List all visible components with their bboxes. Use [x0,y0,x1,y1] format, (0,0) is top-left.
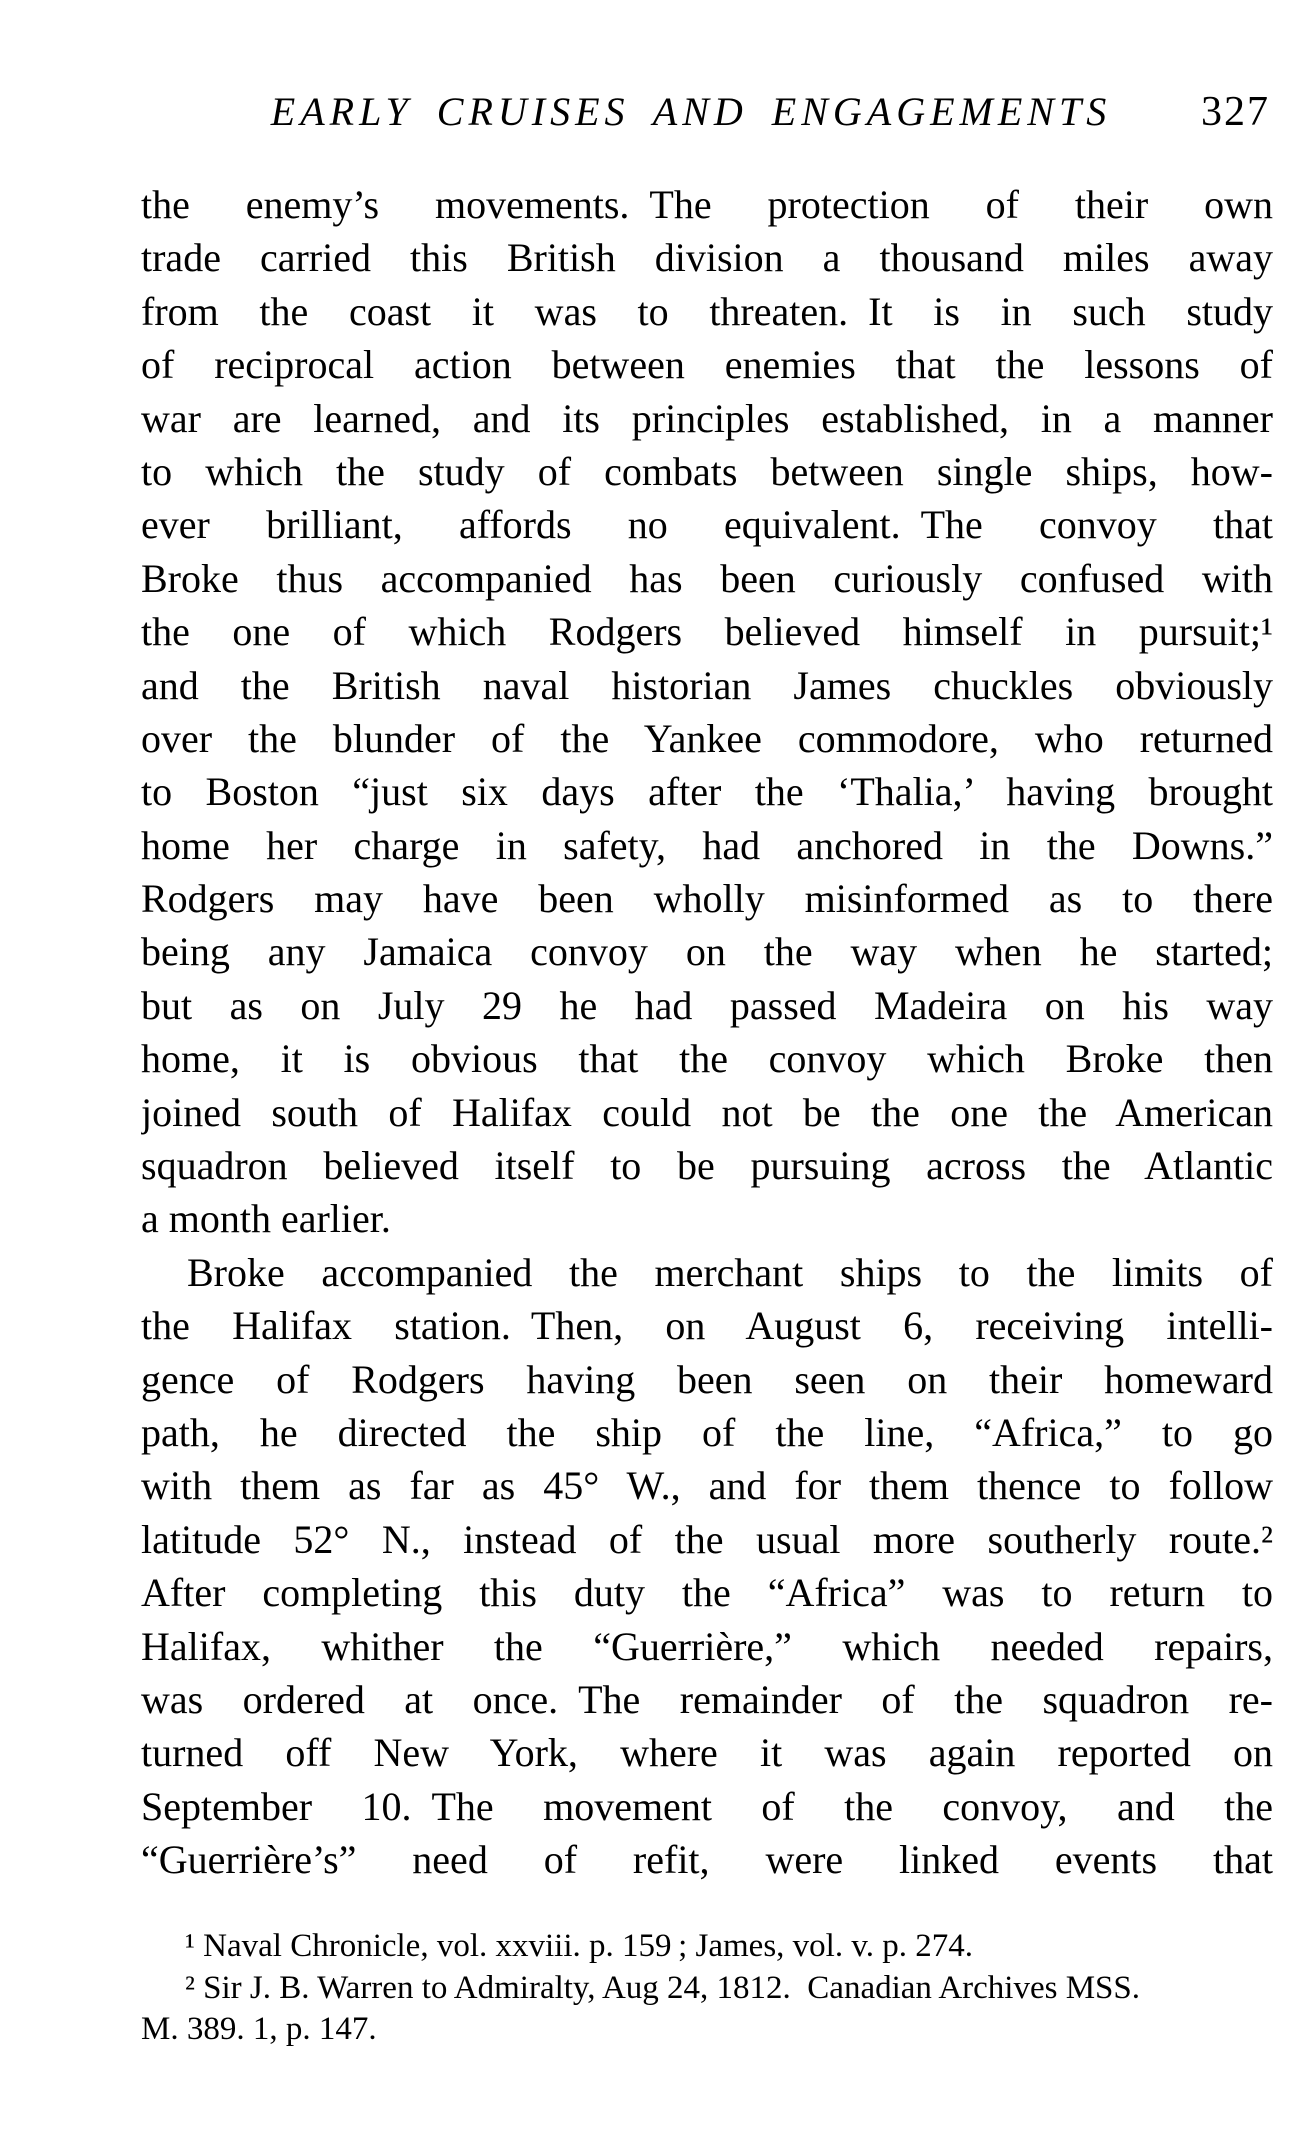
body-line-paragraph-start: Broke accompanied the merchant ships to the limits of [187,1249,1273,1295]
body-line: home, it is obvious that the convoy which Broke then [141,1036,1273,1082]
body-line: Rodgers may have been wholly misinformed as to there [141,876,1273,922]
footnote-line: M. 389. 1, p. 147. [141,2011,377,2047]
body-line-paragraph-end: a month earlier. [141,1196,391,1242]
page-number: 327 [1201,89,1270,135]
body-line: war are learned, and its principles established, in a manner [141,395,1273,441]
body-line: gence of Rodgers having been seen on their homeward [141,1356,1273,1402]
footnote-line: ² Sir J. B. Warren to Admiralty, Aug 24, 1812. Canadian Archives MSS. [185,1969,1141,2006]
body-line: and the British naval historian James chuckles obviously [141,662,1273,708]
body-line: September 10. The movement of the convoy, and the [141,1783,1273,1829]
body-line: Halifax, whither the “Guerrière,” which needed repairs, [141,1623,1273,1669]
body-line: trade carried this British division a thousand miles away [141,235,1273,281]
body-line: the Halifax station. Then, on August 6, receiving intelli- [141,1303,1273,1349]
body-line: but as on July 29 he had passed Madeira on his way [141,982,1273,1028]
body-line: to which the study of combats between single ships, how- [141,448,1273,494]
body-line: “Guerrière’s” need of refit, were linked events that [141,1837,1273,1883]
body-line: After completing this duty the “Africa” was to return to [141,1570,1273,1616]
body-line: ever brilliant, affords no equivalent. The convoy that [141,502,1273,548]
body-line: latitude 52° N., instead of the usual more southerly route.² [141,1516,1273,1562]
body-line: over the blunder of the Yankee commodore, who returned [141,715,1273,761]
body-line: Broke thus accompanied has been curiously confused with [141,555,1273,601]
footnote-line: ¹ Naval Chronicle, vol. xxviii. p. 159 ; James, vol. v. p. 274. [185,1928,973,1964]
page-header-title: EARLY CRUISES AND ENGAGEMENTS [270,89,1112,134]
body-line: from the coast it was to threaten. It is in such study [141,288,1273,334]
body-text [141,178,1273,1887]
body-line: the enemy’s movements. The protection of their own [141,182,1273,227]
body-line: turned off New York, where it was again reported on [141,1730,1273,1776]
body-line: being any Jamaica convoy on the way when he started; [141,929,1273,975]
body-line: path, he directed the ship of the line, “Africa,” to go [141,1409,1273,1455]
body-line: joined south of Halifax could not be the one the American [141,1089,1273,1135]
body-line: home her charge in safety, had anchored in the Downs.” [141,822,1273,868]
body-line: of reciprocal action between enemies that the lessons of [141,342,1273,388]
body-line: the one of which Rodgers believed himself in pursuit;¹ [141,609,1273,655]
body-line: with them as far as 45° W., and for them thence to follow [141,1463,1273,1509]
body-line: squadron believed itself to be pursuing across the Atlantic [141,1143,1273,1189]
body-line: was ordered at once. The remainder of the squadron re- [141,1676,1273,1722]
body-line: to Boston “just six days after the ‘Thalia,’ having brought [141,769,1273,815]
running-header [140,88,1272,140]
footnotes [141,1926,1273,2051]
